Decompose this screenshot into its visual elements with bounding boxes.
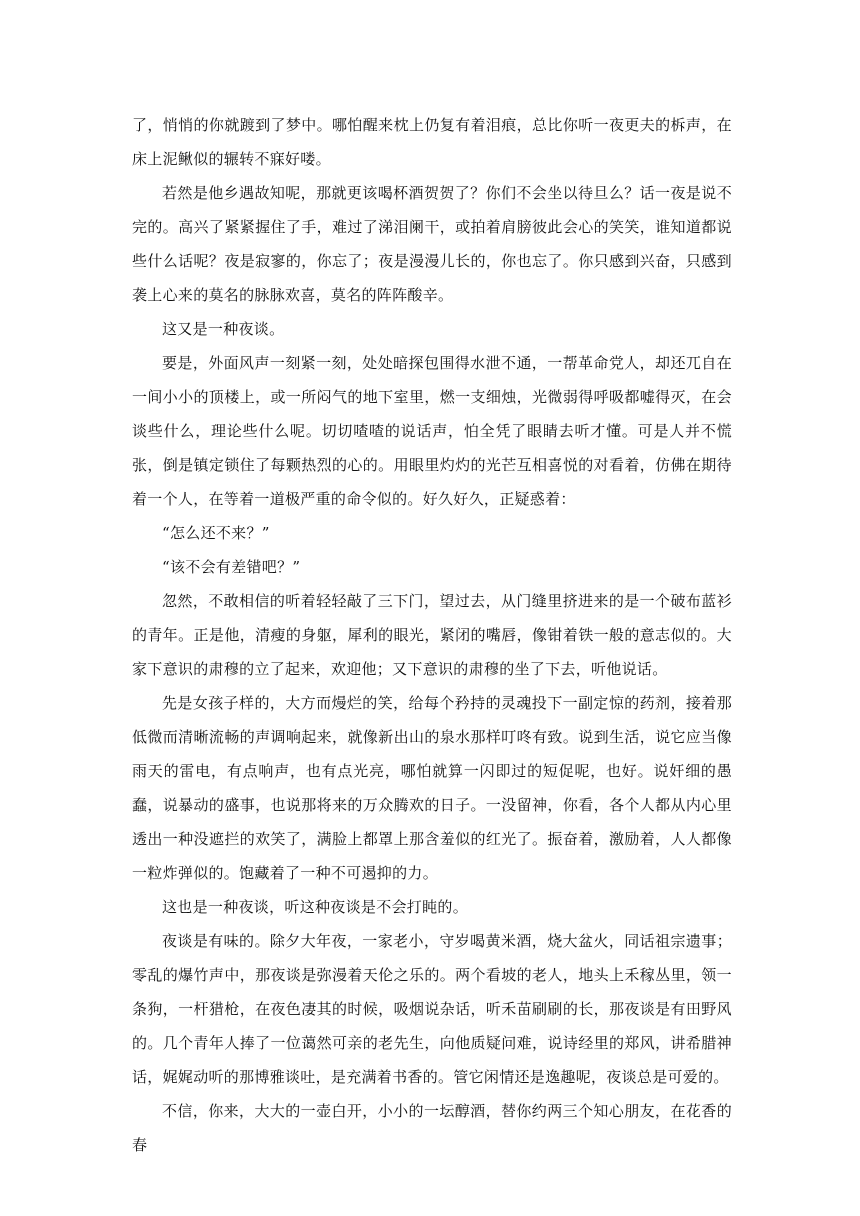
paragraph: 了，悄悄的你就踱到了梦中。哪怕醒来枕上仍复有着泪痕，总比你听一夜更夫的柝声，在床上泥鳅似的辗转不寐好喽。 (132, 116, 732, 168)
paragraph: 这又是一种夜谈。 (162, 320, 285, 338)
dialogue-line: “怎么还不来？” (162, 524, 270, 542)
paragraph: 不信，你来，大大的一壶白开，小小的一坛醇酒，替你约两三个知心朋友，在花香的春 (132, 1102, 732, 1154)
paragraph: 要是，外面风声一刻紧一刻，处处暗探包围得水泄不通，一帮革命党人，却还兀自在一间小小的顶楼上，或一所闷气的地下室里，燃一支细烛，光微弱得呼吸都嘘得灭，在会谈些什么，理论些什么呢。切切喳喳的说话声，怕全凭了眼睛去听才懂。可是人并不慌张，倒是镇定锁住了每颗热烈的心的。用眼里灼灼的光芒互相喜悦的对看着，仿佛在期待着一个人，在等着一道极严重的命令似的。好久好久，正疑惑着： (132, 354, 732, 508)
paragraph: 先是女孩子样的，大方而熳烂的笑，给每个矜持的灵魂投下一副定惊的药剂，接着那低微而清晰流畅的声调响起来，就像新出山的泉水那样叮咚有致。说到生活，说它应当像雨天的雷电，有点响声，也有点光亮，哪怕就算一闪即过的短促呢，也好。说奸细的愚蠢，说暴动的盛事，也说那将来的万众腾欢的日子。一没留神，你看，各个人都从内心里透出一种没遮拦的欢笑了，满脸上都罩上那含羞似的红光了。振奋着，激励着，人人都像一粒炸弹似的。饱藏着了一种不可遏抑的力。 (132, 694, 732, 882)
document-body (132, 108, 732, 1162)
paragraph: 忽然，不敢相信的听着轻轻敲了三下门，望过去，从门缝里挤进来的是一个破布蓝衫的青年。正是他，清瘦的身躯，犀利的眼光，紧闭的嘴唇，像钳着铁一般的意志似的。大家下意识的肃穆的立了起来，欢迎他；又下意识的肃穆的坐了下去，听他说话。 (132, 592, 732, 678)
dialogue-line: “该不会有差错吧？” (162, 558, 301, 576)
paragraph: 这也是一种夜谈，听这种夜谈是不会打盹的。 (162, 898, 469, 916)
paragraph: 夜谈是有味的。除夕大年夜，一家老小，守岁喝黄米酒，烧大盆火，同话祖宗遗事；零乱的爆竹声中，那夜谈是弥漫着天伦之乐的。两个看坡的老人，地头上禾稼丛里，领一条狗，一杆猎枪，在夜色凄其的时候，吸烟说杂话，听禾苗刷刷的长，那夜谈是有田野风的。几个青年人捧了一位蔼然可亲的老先生，向他质疑问难，说诗经里的郑风，讲希腊神话，娓娓动听的那博雅谈吐，是充满着书香的。管它闲情还是逸趣呢，夜谈总是可爱的。 (132, 932, 732, 1086)
paragraph: 若然是他乡遇故知呢，那就更该喝杯酒贺贺了？你们不会坐以待旦么？话一夜是说不完的。高兴了紧紧握住了手，难过了涕泪阑干，或拍着肩膀彼此会心的笑笑，谁知道都说些什么话呢？夜是寂寥的，你忘了；夜是漫漫儿长的，你也忘了。你只感到兴奋，只感到袭上心来的莫名的脉脉欢喜，莫名的阵阵酸辛。 (132, 184, 732, 304)
